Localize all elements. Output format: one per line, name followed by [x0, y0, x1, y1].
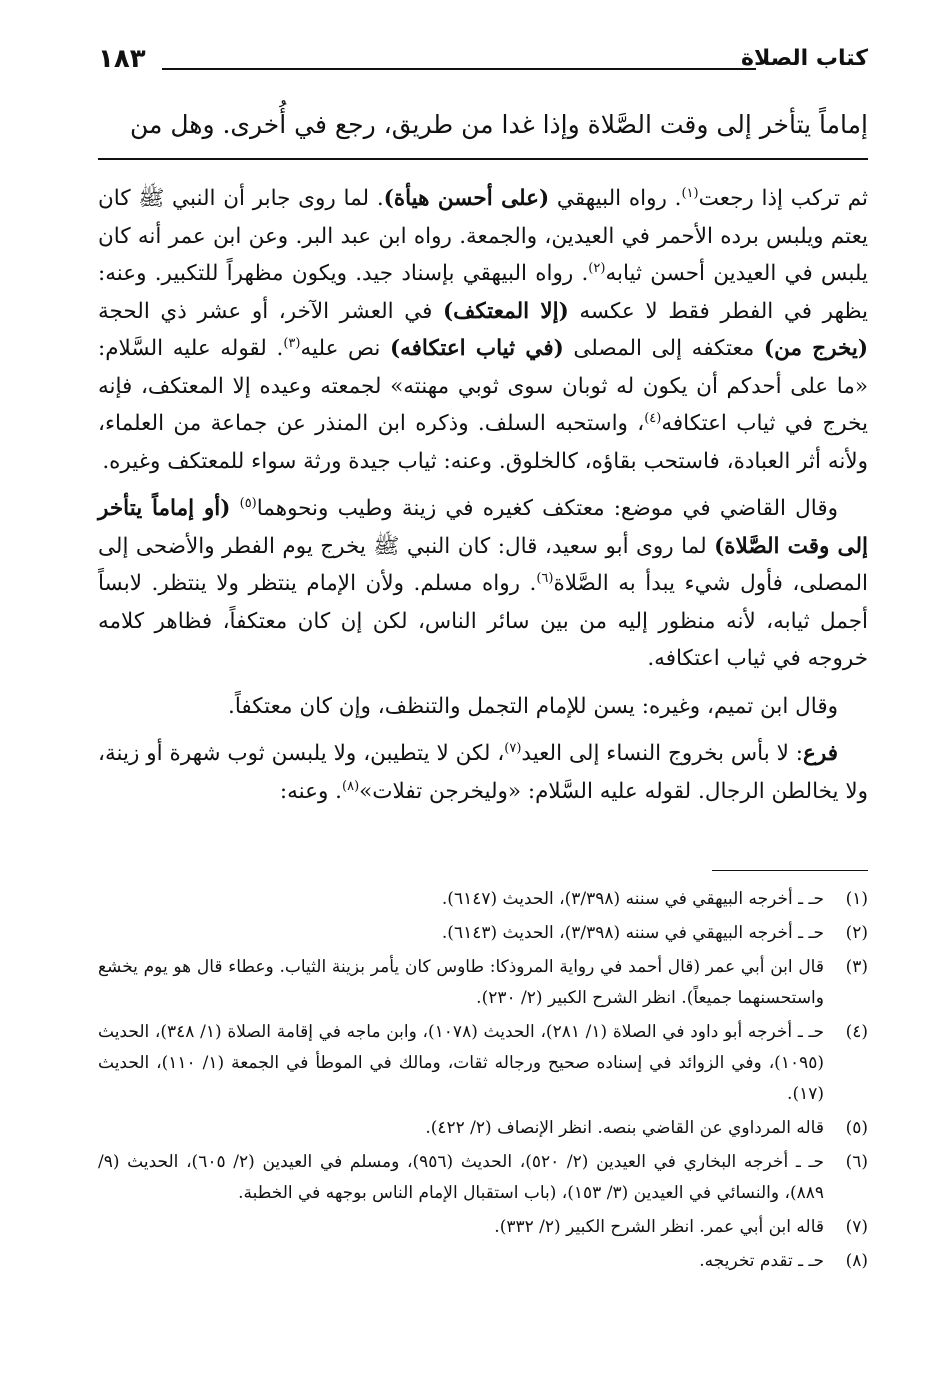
text-segment: نص عليه: [300, 336, 390, 361]
footnote-ref: (٥): [239, 495, 257, 511]
text-segment: . رواه البيهقي بإسناد جيد. ويكون مظهراً للتكبير. وعنه: يظهر في الفطر فقط لا عكسه: [98, 261, 868, 324]
footnote-number: (١): [845, 889, 868, 909]
footnote-text: قال ابن أبي عمر (قال أحمد في رواية المروذكا: طاوس كان يأمر بزينة الثياب. وعطاء قال هو يوم يخشع واستحسنهما جميعاً). انظر الشرح الكبير (٢/ ٢٣٠).: [98, 957, 824, 1008]
matn-quote: (يخرج من): [763, 336, 869, 361]
header-rule: [162, 68, 756, 70]
footnote-ref: (٤): [644, 410, 662, 426]
footnote: [98, 884, 868, 915]
text-segment: . رواه البيهقي: [549, 186, 682, 211]
matn-separator: [98, 158, 868, 160]
text-segment: . لما روى جابر أن النبي ﷺ كان يعتم ويلبس برده الأحمر في العيدين، والجمعة. رواه ابن عبد البر. وعن ابن عمر أنه كان يلبس في العيدين أحسن ثيابه: [98, 186, 868, 286]
footnote-text: حـ ـ أخرجه البيهقي في سننه (٣/٣٩٨)، الحديث (٦١٤٣).: [441, 923, 824, 943]
paragraph: [98, 180, 868, 480]
text-segment: معتكفه إلى المصلى: [563, 336, 764, 361]
footnote-separator: [712, 870, 868, 871]
text-segment: . وعنه:: [279, 778, 342, 804]
footnote-text: قاله ابن أبي عمر. انظر الشرح الكبير (٢/ ٣٣٢).: [494, 1217, 824, 1237]
paragraph: [98, 490, 868, 678]
footnote: [98, 952, 868, 1014]
commentary-body: [98, 180, 868, 820]
footnote-number: (٧): [845, 1217, 868, 1237]
matn-text: إماماً يتأخر إلى وقت الصَّلاة وإذا غدا من طريق، رجع في أُخرى. وهل من: [129, 110, 868, 139]
text-segment: [230, 496, 239, 521]
text-segment: : لا بأس بخروج النساء إلى العيد: [521, 741, 804, 766]
footnote-number: (٢): [845, 923, 868, 943]
page-number: ١٨٣: [98, 44, 146, 74]
footnote-ref: (٣): [283, 335, 301, 351]
footnote-text: حـ ـ أخرجه البخاري في العيدين (٢/ ٥٢٠)، الحديث (٩٥٦)، ومسلم في العيدين (٢/ ٦٠٥)، الحديث (٩/ ٨٨٩)، والنسائي في العيدين (٣/ ١٥٣)، (باب استقبال الإمام الناس بوجهه في الخطبة.: [98, 1152, 824, 1203]
paragraph: [98, 688, 868, 726]
footnote-ref: (٦): [536, 570, 554, 586]
matn-quote: فرع: [803, 741, 838, 766]
footnote: [98, 1147, 868, 1209]
footnote-text: قاله المرداوي عن القاضي بنصه. انظر الإنصاف (٢/ ٤٢٢).: [425, 1118, 824, 1138]
footnote: [98, 1113, 868, 1144]
text-segment: . لقوله عليه السَّلام: «ما على أحدكم أن يكون له ثوبان سوى ثوبي مهنته» لجمعته وعيده إلا المعتكف، فإنه يخرج في ثياب اعتكافه: [98, 336, 868, 436]
footnote: [98, 1212, 868, 1243]
text-segment: ثم تركب إذا رجعت: [698, 186, 869, 211]
footnotes: [98, 884, 868, 1280]
footnote-text: حـ ـ تقدم تخريجه.: [699, 1251, 824, 1271]
matn-quote: (على أحسن هيأة): [383, 186, 550, 211]
paragraph: [98, 735, 868, 810]
footnote-ref: (٢): [588, 260, 606, 276]
footnote-ref: (٧): [504, 740, 522, 756]
footnote: [98, 918, 868, 949]
text-segment: لما روى أبو سعيد، قال: كان النبي ﷺ يخرج يوم الفطر والأضحى إلى المصلى، فأول شيء يبدأ به الصَّلاة: [98, 533, 868, 596]
text-segment: . رواه مسلم. ولأن الإمام ينتظر ولا ينتظر. لابساً أجمل ثيابه، لأنه منظور إليه من بين سائر الناس، لكن إن كان معتكفاً، فظاهر كلامه خروجه في ثياب اعتكافه.: [98, 571, 868, 671]
running-header: [98, 44, 868, 78]
footnote-number: (٣): [845, 957, 868, 977]
footnote-number: (٥): [845, 1118, 868, 1138]
matn-quote: (أو إماماً يتأخر إلى وقت الصَّلاة): [98, 496, 868, 559]
footnote-number: (٨): [845, 1251, 868, 1271]
footnote: [98, 1017, 868, 1110]
book-title: كتاب الصلاة: [741, 46, 868, 71]
footnote-text: حـ ـ أخرجه أبو داود في الصلاة (١/ ٢٨١)، الحديث (١٠٧٨)، وابن ماجه في إقامة الصلاة (١/ ٣٤٨)، الحديث (١٠٩٥)، وفي الزوائد في إسناده صحيح ورجاله ثقات، ومالك في الموطأ في الجمعة (١/ ١١٠)، الحديث (١٧).: [98, 1022, 824, 1104]
footnote-ref: (١): [681, 185, 699, 201]
text-segment: في العشر الآخر، أو عشر ذي الحجة: [98, 298, 443, 324]
text-segment: ، واستحبه السلف. وذكره ابن المنذر عن جماعة من العلماء، ولأنه أثر العبادة، فاستحب بقاؤه، كالخلوق. وعنه: ثياب جيدة ورثة سواء للمعتكف وغيره.: [98, 411, 868, 474]
footnote-number: (٤): [845, 1022, 868, 1042]
matn-quote: (في ثياب اعتكافه): [389, 336, 564, 361]
matn-quote: (إلا المعتكف): [443, 298, 569, 324]
text-segment: ، لكن لا يتطيبن، ولا يلبسن ثوب شهرة أو زينة، ولا يخالطن الرجال. لقوله عليه السَّلام: «وليخرجن تفلات»: [98, 741, 868, 804]
footnote-ref: (٨): [342, 778, 360, 794]
footnote: [98, 1246, 868, 1277]
text-segment: وقال ابن تميم، وغيره: يسن للإمام التجمل والتنظف، وإن كان معتكفاً.: [228, 693, 838, 719]
footnote-number: (٦): [845, 1152, 868, 1172]
footnote-text: حـ ـ أخرجه البيهقي في سننه (٣/٣٩٨)، الحديث (٦١٤٧).: [441, 889, 824, 909]
text-segment: وقال القاضي في موضع: معتكف كغيره في زينة وطيب ونحوهما: [256, 496, 838, 521]
